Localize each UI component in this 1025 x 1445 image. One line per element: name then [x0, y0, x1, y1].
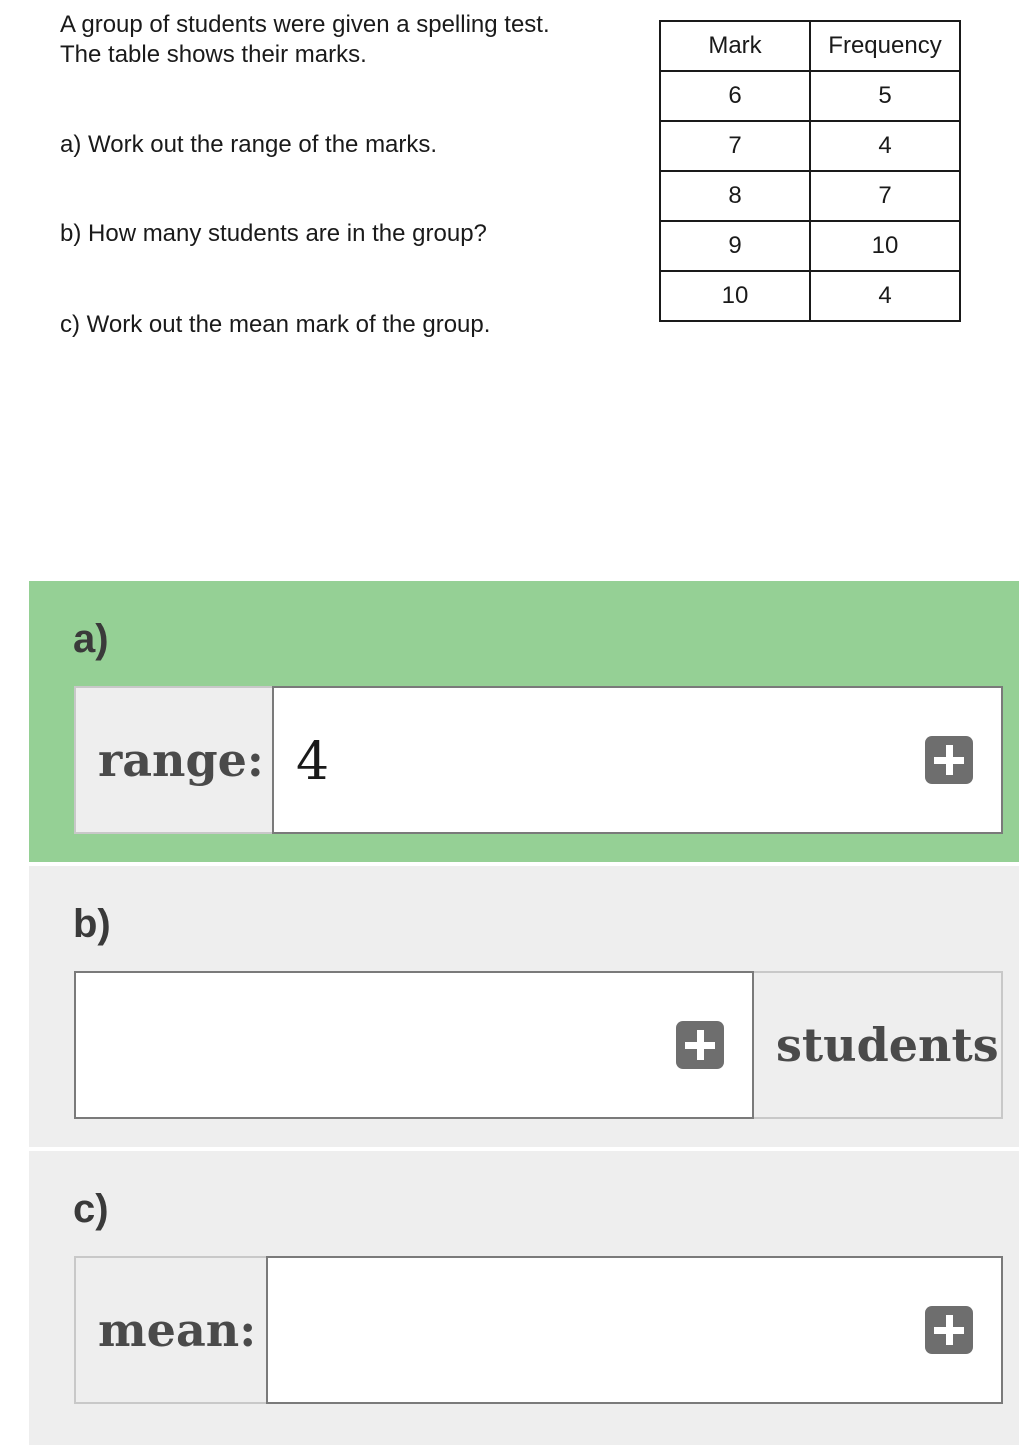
mean-input[interactable]	[266, 1256, 1003, 1404]
panel-divider	[29, 1438, 1019, 1445]
range-input[interactable]	[272, 686, 1003, 834]
plus-icon[interactable]	[925, 736, 973, 784]
answer-panel-c[interactable]	[29, 1151, 1019, 1438]
range-input-value: 4	[296, 732, 330, 792]
frequency-cell: 4	[810, 271, 960, 321]
answer-row-a	[74, 686, 1003, 834]
frequency-cell: 10	[810, 221, 960, 271]
column-header-frequency: Frequency	[810, 21, 960, 71]
mark-cell: 6	[660, 71, 810, 121]
marks-frequency-table	[659, 20, 961, 322]
answer-row-b	[74, 971, 1003, 1119]
mark-cell: 9	[660, 221, 810, 271]
frequency-cell: 4	[810, 121, 960, 171]
mean-label: mean:	[74, 1256, 266, 1404]
intro-line-1: A group of students were given a spelling test.	[60, 11, 550, 38]
question-intro	[60, 10, 550, 70]
part-label-b: b)	[73, 902, 111, 946]
table-row	[660, 271, 960, 321]
table-row	[660, 71, 960, 121]
plus-icon[interactable]	[925, 1306, 973, 1354]
mark-cell: 7	[660, 121, 810, 171]
table-row	[660, 171, 960, 221]
plus-icon[interactable]	[676, 1021, 724, 1069]
question-part-a: a) Work out the range of the marks.	[60, 131, 438, 158]
part-label-c: c)	[73, 1187, 109, 1231]
part-label-a: a)	[73, 617, 109, 661]
students-unit-label: students	[754, 971, 1003, 1119]
answer-panel-a[interactable]	[29, 581, 1019, 862]
mark-cell: 10	[660, 271, 810, 321]
table-row	[660, 121, 960, 171]
mark-cell: 8	[660, 171, 810, 221]
column-header-mark: Mark	[660, 21, 810, 71]
students-input[interactable]	[74, 971, 754, 1119]
intro-line-2: The table shows their marks.	[60, 41, 367, 68]
frequency-cell: 7	[810, 171, 960, 221]
answer-panel-b[interactable]	[29, 866, 1019, 1147]
table-header-row	[660, 21, 960, 71]
range-label: range:	[74, 686, 272, 834]
question-part-c: c) Work out the mean mark of the group.	[60, 311, 491, 338]
table-row	[660, 221, 960, 271]
question-part-b: b) How many students are in the group?	[60, 220, 487, 247]
frequency-cell: 5	[810, 71, 960, 121]
answer-row-c	[74, 1256, 1003, 1404]
